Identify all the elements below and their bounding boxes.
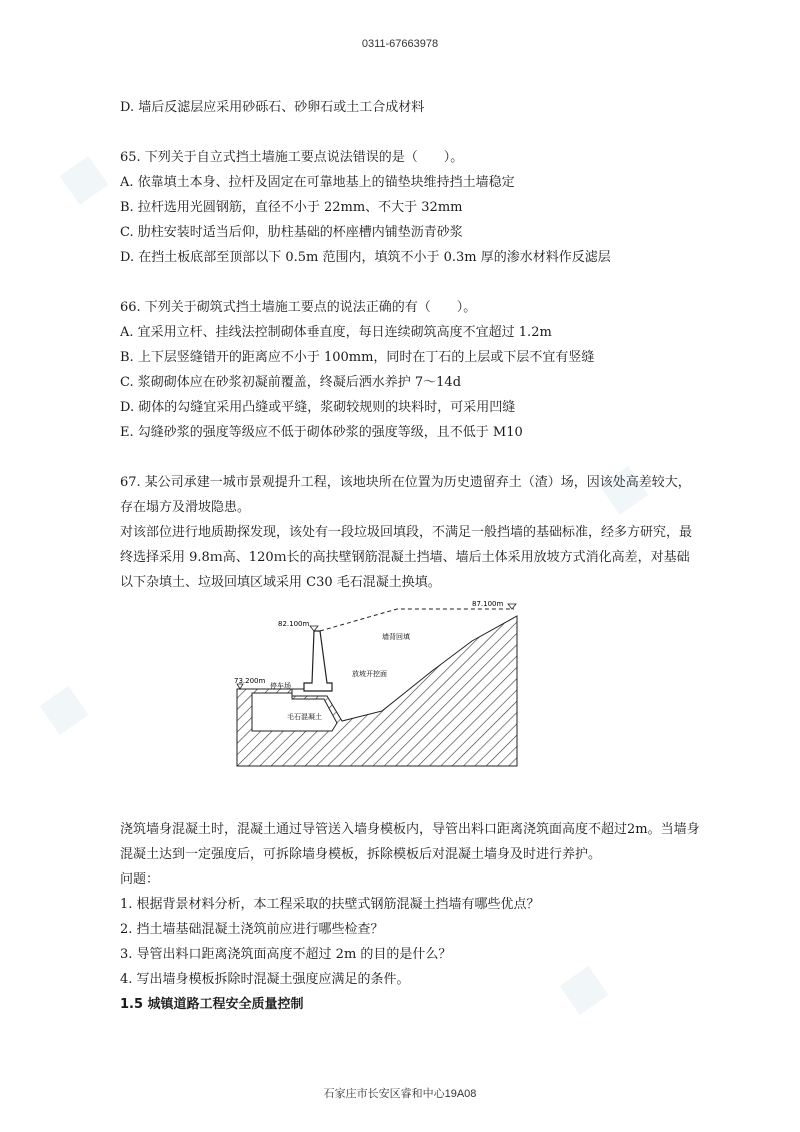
question-2: 2. 挡土墙基础混凝土浇筑前应进行哪些检查？ bbox=[120, 922, 384, 937]
q66-option-c: C. 浆砌砌体应在砂浆初凝前覆盖，终凝后洒水养护 7～14d bbox=[120, 375, 462, 390]
q66-stem: 66. 下列关于砌筑式挡土墙施工要点的说法正确的有（ ）。 bbox=[120, 300, 477, 315]
label-wall-top: 82.100m bbox=[278, 620, 310, 628]
page-footer-address: 石家庄市长安区睿和中心19A08 bbox=[323, 1088, 477, 1100]
q67-paragraph-1: 67. 某公司承建一城市景观提升工程，该地块所在位置为历史遗留弃土（渣）场，因该处高差较大，存在塌方及滑坡隐患。 bbox=[120, 475, 691, 515]
q67-paragraph-2: 对该部位进行地质勘探发现，该处有一段垃圾回填段，不满足一般挡墙的基础标准，经多方研究，最终选择采用 9.8ｍ高、120ｍ长的高扶壁钢筋混凝土挡墙、墙后土体采用放坡方式消化高差，对基础以下杂填土、垃圾回填区域采用 C30 毛石混凝土换填。 bbox=[120, 525, 693, 590]
watermark: ■ bbox=[48, 142, 116, 212]
label-parking: 停车场 bbox=[270, 682, 291, 690]
section-heading: 1.5 城镇道路工程安全质量控制 bbox=[120, 997, 304, 1012]
watermark: ■ bbox=[28, 672, 96, 742]
label-rubble-concrete: 毛石混凝土 bbox=[287, 713, 322, 721]
q65-option-a: A. 依靠填土本身、拉杆及固定在可靠地基上的锚垫块维持挡土墙稳定 bbox=[120, 175, 515, 190]
label-slope: 放坡开挖面 bbox=[352, 670, 387, 678]
q65-option-d: D. 在挡土板底部至顶部以下 0.5m 范围内，填筑不小于 0.3m 厚的渗水材料作反滤层 bbox=[120, 250, 611, 265]
q66-option-d: D. 砌体的勾缝宜采用凸缝或平缝，浆砌较规则的块料时，可采用凹缝 bbox=[120, 400, 516, 415]
label-backfill-area: 墙背回填 bbox=[382, 633, 410, 641]
retaining-wall-diagram bbox=[232, 601, 532, 781]
question-3: 3. 导管出料口距离浇筑面高度不超过 2m 的目的是什么？ bbox=[120, 947, 452, 962]
document-body bbox=[120, 95, 700, 1017]
retaining-wall-figure bbox=[120, 601, 700, 781]
label-top-right: 87.100m bbox=[472, 601, 504, 608]
question-1: 1. 根据背景材料分析，本工程采取的扶壁式钢筋混凝土挡墙有哪些优点？ bbox=[120, 897, 540, 912]
q65-stem: 65. 下列关于自立式挡土墙施工要点说法错误的是（ ）。 bbox=[120, 150, 464, 165]
questions-title: 问题： bbox=[120, 872, 160, 887]
page-header-phone: 0311-67663978 bbox=[361, 38, 439, 50]
q65-option-c: C. 肋柱安装时适当后仰，肋柱基础的杯座槽内铺垫沥青砂浆 bbox=[120, 225, 463, 240]
watermark: ■ bbox=[548, 952, 616, 1022]
q64-option-d: D. 墙后反滤层应采用砂砾石、砂卵石或土工合成材料 bbox=[120, 100, 425, 115]
q66-option-e: E. 勾缝砂浆的强度等级应不低于砌体砂浆的强度等级，且不低于 M10 bbox=[120, 425, 523, 440]
watermark: ■ bbox=[588, 452, 656, 522]
label-left-level: 73.200m bbox=[234, 677, 266, 685]
q66-option-a: A. 宜采用立杆、挂线法控制砌体垂直度，每日连续砌筑高度不宜超过 1.2m bbox=[120, 325, 552, 340]
q66-option-b: B. 上下层竖缝错开的距离应不小于 100mm，同时在丁石的上层或下层不宜有竖缝 bbox=[120, 350, 595, 365]
question-4: 4. 写出墙身模板拆除时混凝土强度应满足的条件。 bbox=[120, 972, 410, 987]
q67-paragraph-3: 浇筑墙身混凝土时，混凝土通过导管送入墙身模板内，导管出料口距离浇筑面高度不超过2m。当墙身混凝土达到一定强度后，可拆除墙身模板，拆除模板后对混凝土墙身及时进行养护。 bbox=[120, 822, 700, 862]
q65-option-b: B. 拉杆选用光圆钢筋，直径不小于 22mm、不大于 32mm bbox=[120, 200, 463, 215]
